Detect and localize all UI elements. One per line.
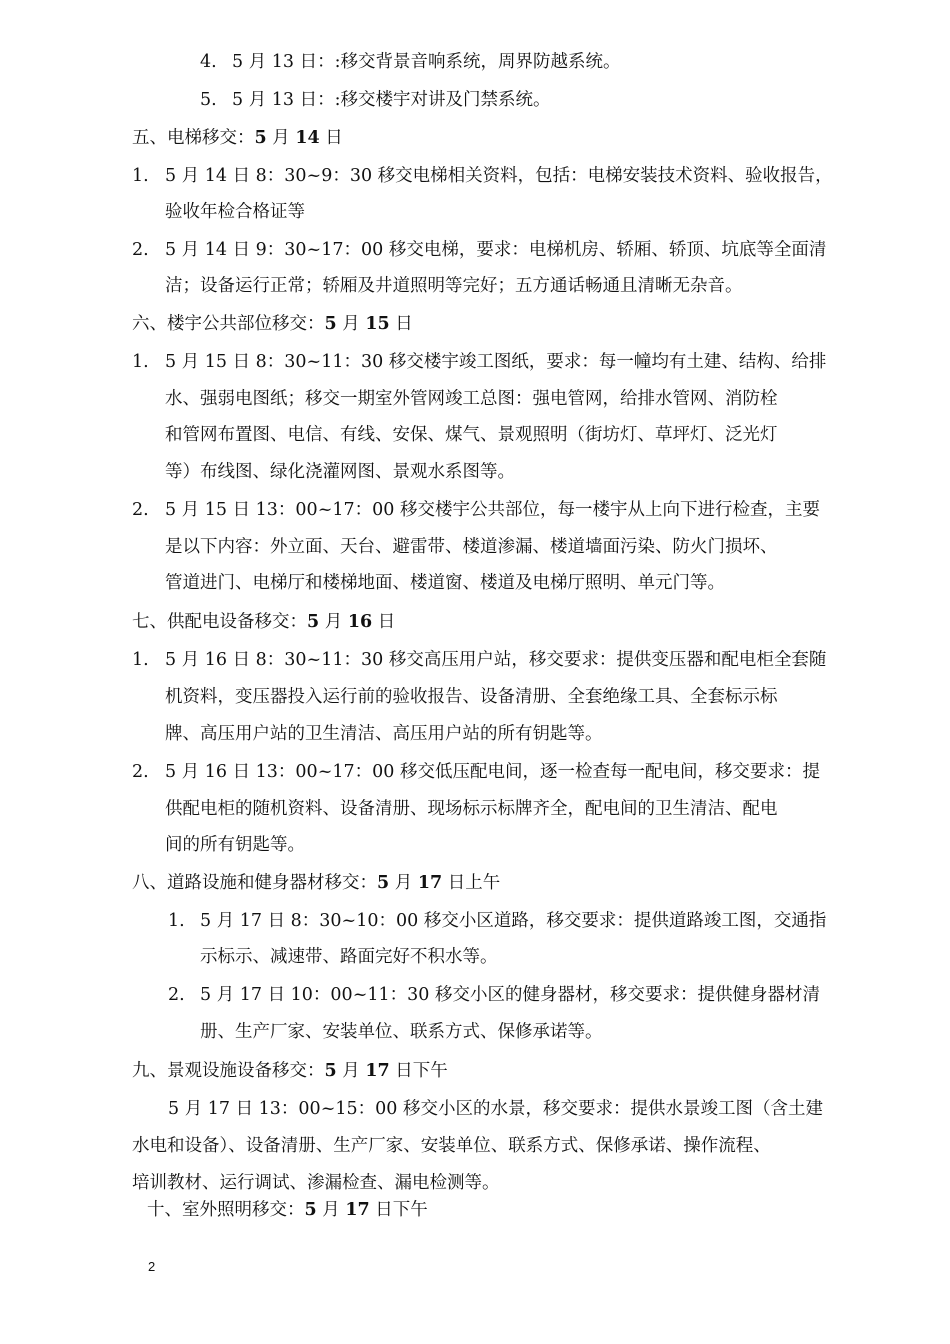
paragraph-line: 培训教材、运行调试、渗漏检查、漏电检测等。 (132, 1173, 500, 1193)
list-item-line: 水、强弱电图纸；移交一期室外管网竣工总图：强电管网，给排水管网、消防栓 (165, 389, 778, 409)
list-item-line: 5 月 15 日 13：00~17：00 移交楼宇公共部位，每一楼宇从上向下进行检查，主要 (165, 500, 820, 520)
heading-text: 月 (389, 873, 418, 893)
list-item-text: 5 月 13 日：:移交背景音响系统，周界防越系统。 (232, 52, 621, 72)
list-item-line: 验收年检合格证等 (165, 202, 305, 222)
section-heading-public-areas (132, 312, 413, 336)
list-item-line: 管道进门、电梯厅和楼梯地面、楼道窗、楼道及电梯厅照明、单元门等。 (165, 573, 725, 593)
list-item-text: 5 月 13 日：:移交楼宇对讲及门禁系统。 (232, 90, 551, 110)
heading-text: 月 (336, 1061, 366, 1081)
list-number: 1. (132, 166, 149, 186)
list-item-line: 和管网布置图、电信、有线、安保、煤气、景观照明（街坊灯、草坪灯、泛光灯 (165, 425, 778, 445)
heading-text: 八、道路设施和健身器材移交： (132, 873, 377, 893)
list-number: 5. (200, 90, 217, 110)
section-heading-roads-fitness (132, 871, 500, 895)
heading-text: 七、供配电设备移交： (132, 612, 307, 632)
heading-bold: 17 (417, 873, 443, 893)
list-number: 2. (168, 985, 185, 1005)
heading-bold: 5 (304, 1200, 317, 1220)
heading-bold: 17 (345, 1200, 370, 1220)
heading-text: 月 (336, 314, 366, 334)
heading-bold: 5 (324, 314, 337, 334)
list-item-line: 是以下内容：外立面、天台、避雷带、楼道渗漏、楼道墙面污染、防火门损坏、 (165, 537, 778, 557)
heading-text: 九、景观设施设备移交： (132, 1061, 325, 1081)
heading-text: 五、电梯移交： (132, 128, 255, 148)
list-item-line: 5 月 15 日 8：30~11：30 移交楼宇竣工图纸，要求：每一幢均有土建、结构、给排 (165, 352, 827, 372)
list-item-line: 间的所有钥匙等。 (165, 835, 305, 855)
list-item-line: 牌、高压用户站的卫生清洁、高压用户站的所有钥匙等。 (165, 724, 603, 744)
section-heading-elevator (132, 126, 343, 150)
list-item-line: 5 月 16 日 13：00~17：00 移交低压配电间，逐一检查每一配电间，移交要求：提 (165, 762, 820, 782)
section-heading-landscape (132, 1059, 448, 1083)
list-item-line: 5 月 17 日 8：30~10：00 移交小区道路，移交要求：提供道路竣工图，交通指 (200, 911, 827, 931)
list-item-line: 册、生产厂家、安装单位、联系方式、保修承诺等。 (200, 1022, 603, 1042)
heading-bold: 16 (347, 612, 373, 632)
heading-text: 月 (266, 128, 296, 148)
heading-text: 月 (316, 1200, 346, 1220)
heading-bold: 15 (365, 314, 390, 334)
heading-bold: 5 (324, 1061, 337, 1081)
heading-text: 日下午 (369, 1200, 428, 1220)
list-number: 2. (132, 500, 149, 520)
paragraph-line: 水电和设备）、设备清册、生产厂家、安装单位、联系方式、保修承诺、操作流程、 (132, 1136, 771, 1156)
list-number: 1. (168, 911, 185, 931)
list-number: 1. (132, 650, 149, 670)
heading-text: 十、室外照明移交： (147, 1200, 305, 1220)
heading-bold: 5 (254, 128, 267, 148)
heading-text: 日 (372, 612, 396, 632)
heading-text: 六、楼宇公共部位移交： (132, 314, 325, 334)
list-number: 1. (132, 352, 149, 372)
list-item-line: 5 月 14 日 8：30~9：30 移交电梯相关资料，包括：电梯安装技术资料、验收报告， (165, 166, 833, 186)
list-item-line: 等）布线图、绿化浇灌网图、景观水系图等。 (165, 462, 515, 482)
heading-text: 日 (389, 314, 413, 334)
list-item-line: 机资料，变压器投入运行前的验收报告、设备清册、全套绝缘工具、全套标示标 (165, 687, 778, 707)
heading-text: 日 (319, 128, 343, 148)
section-heading-power-supply (132, 610, 395, 634)
section-heading-outdoor-lighting (147, 1198, 428, 1222)
list-item-line: 洁；设备运行正常；轿厢及井道照明等完好；五方通话畅通且清晰无杂音。 (165, 276, 743, 296)
paragraph-line: 5 月 17 日 13：00~15：00 移交小区的水景，移交要求：提供水景竣工图（含土建 (168, 1099, 823, 1119)
page-number: 2 (148, 1259, 156, 1274)
list-item-line: 5 月 16 日 8：30~11：30 移交高压用户站，移交要求：提供变压器和配电柜全套随 (165, 650, 827, 670)
heading-bold: 5 (307, 612, 320, 632)
list-number: 2. (132, 240, 149, 260)
heading-bold: 5 (377, 873, 390, 893)
heading-text: 月 (319, 612, 348, 632)
list-number: 4. (200, 52, 217, 72)
list-item-line: 供配电柜的随机资料、设备清册、现场标示标牌齐全，配电间的卫生清洁、配电 (165, 799, 778, 819)
heading-text: 日下午 (389, 1061, 448, 1081)
heading-bold: 14 (295, 128, 320, 148)
heading-bold: 17 (365, 1061, 390, 1081)
list-item-line: 5 月 17 日 10：00~11：30 移交小区的健身器材，移交要求：提供健身器材清 (200, 985, 820, 1005)
heading-text: 日上午 (442, 873, 501, 893)
list-item-line: 示标示、减速带、路面完好不积水等。 (200, 947, 498, 967)
list-number: 2. (132, 762, 149, 782)
list-item-line: 5 月 14 日 9：30~17：00 移交电梯，要求：电梯机房、轿厢、轿顶、坑底等全面清 (165, 240, 827, 260)
